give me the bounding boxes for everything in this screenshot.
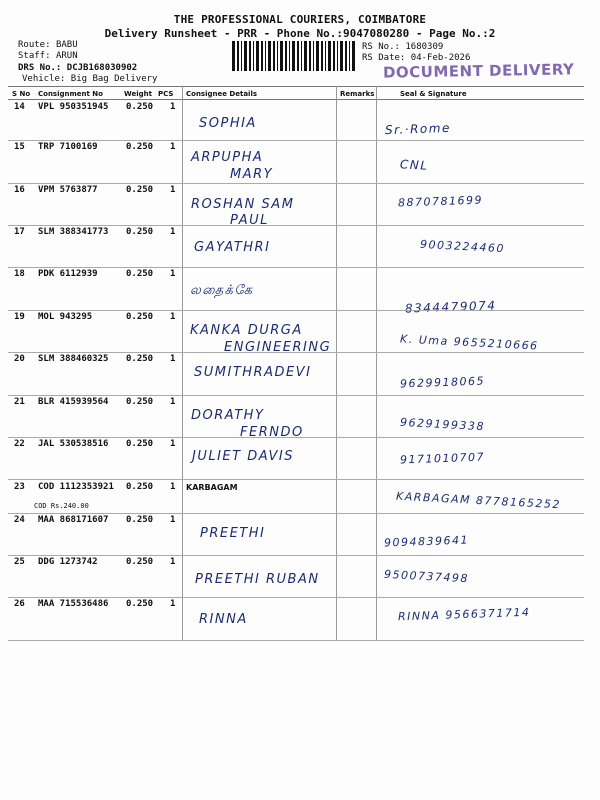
barcode-bar [321,41,323,71]
row-consignee-handwritten: PREETHI RUBAN [195,572,320,587]
row-cod-amount: COD Rs.240.00 [34,502,89,510]
barcode-bar [292,41,295,71]
row-signature: 9500737498 [383,567,470,586]
col-remarks: Remarks [340,90,375,98]
remarks-col-divider [336,86,337,641]
row-weight: 0.250 [126,439,154,449]
row-consignment-no: BLR 415939564 [38,397,109,407]
row-consignment-no: COD 1112353921 [38,482,114,492]
barcode-bar [325,41,326,71]
barcode-bar [280,41,283,71]
row-divider [8,437,584,438]
barcode-bar [313,41,314,71]
staff-value: ARUN [55,51,78,61]
row-divider [8,267,584,268]
barcode-bar [337,41,338,71]
row-pcs: 1 [170,102,176,112]
row-divider [8,352,584,353]
row-divider [8,597,584,598]
vehicle-line [22,74,157,84]
row-pcs: 1 [170,269,176,279]
row-sno: 16 [14,185,25,195]
row-weight: 0.250 [126,599,154,609]
col-sno: S No [12,90,31,98]
row-sno: 17 [14,227,25,237]
row-consignment-no: VPM 5763877 [38,185,98,195]
row-sno: 14 [14,102,25,112]
barcode-bar [289,41,290,71]
row-consignment-no: SLM 388460325 [38,354,109,364]
row-divider [8,225,584,226]
row-weight: 0.250 [126,102,154,112]
row-consignment-no: MAA 715536486 [38,599,109,609]
drs-line [18,63,137,73]
row-consignee-handwritten: PAUL [230,213,269,228]
table-header-border [8,99,584,100]
barcode-bar [241,41,242,71]
row-signature: K. Uma 9655210666 [399,332,539,353]
row-signature: Sr.·Rome [384,120,452,138]
row-consignee-handwritten: லதைக்கே [190,283,254,298]
barcode-bar [328,41,331,71]
row-weight: 0.250 [126,397,154,407]
rs-no-line [362,42,443,52]
row-consignment-no: PDK 6112939 [38,269,98,279]
drs-value: DCJB168030902 [66,63,138,73]
row-pcs: 1 [170,557,176,567]
col-pcs: PCS [158,90,174,98]
row-consignee-handwritten: ARPUPHA [191,150,264,165]
route-value: BABU [55,40,78,50]
row-weight: 0.250 [126,515,154,525]
drs-label: DRS No.: [18,63,62,73]
row-divider [8,479,584,480]
row-pcs: 1 [170,515,176,525]
col-weight: Weight [124,90,152,98]
route-label: Route: [18,40,51,50]
row-consignee-handwritten: DORATHY [191,408,265,423]
row-signature: 9094839641 [383,533,470,550]
row-signature: RINNA 9566371714 [397,605,531,624]
row-consignee-handwritten: PREETHI [200,526,266,541]
row-weight: 0.250 [126,354,154,364]
barcode-bar [253,41,254,71]
runsheet-title: Delivery Runsheet - PRR - Phone No.:9047080280 - Page No.:2 [104,27,496,40]
row-sno: 26 [14,599,25,609]
row-consignment-no: DDG 1273742 [38,557,98,567]
row-divider [8,140,584,141]
row-consignee-handwritten: ENGINEERING [224,340,332,355]
barcode-bar [316,41,319,71]
row-pcs: 1 [170,227,176,237]
row-signature: CNL [399,157,429,173]
row-weight: 0.250 [126,312,154,322]
row-pcs: 1 [170,439,176,449]
barcode-bar [277,41,278,71]
row-consignee-handwritten: ROSHAN SAM [191,197,295,212]
barcode-bar [232,41,235,71]
row-consignment-no: JAL 530538516 [38,439,109,449]
barcode-bar [285,41,287,71]
row-consignee-handwritten: FERNDO [240,425,304,440]
row-sno: 24 [14,515,25,525]
row-weight: 0.250 [126,227,154,237]
row-consignee-handwritten: RINNA [199,612,248,627]
barcode-bar [273,41,275,71]
staff-label: Staff: [18,51,51,61]
row-sno: 19 [14,312,25,322]
row-divider [8,183,584,184]
barcode-bar [256,41,259,71]
row-consignment-no: SLM 388341773 [38,227,109,237]
route-line [18,40,78,50]
row-sno: 23 [14,482,25,492]
table-top-border [8,86,584,87]
row-signature: 9629918065 [399,374,486,391]
row-pcs: 1 [170,482,176,492]
barcode [232,41,357,71]
consignee-col-divider [182,86,183,641]
row-consignee-handwritten: MARY [230,167,274,182]
row-weight: 0.250 [126,142,154,152]
barcode-bar [297,41,299,71]
seal-col-divider [376,86,377,641]
rs-no-value: 1680309 [405,42,444,52]
row-signature: 9003224460 [419,237,506,256]
barcode-bar [268,41,271,71]
row-divider [8,395,584,396]
barcode-bar [301,41,302,71]
rs-date-label: RS Date: [362,53,406,63]
row-sno: 25 [14,557,25,567]
row-weight: 0.250 [126,482,154,492]
row-consignee-handwritten: SOPHIA [199,116,257,131]
rs-date-value: 04-Feb-2026 [410,53,471,63]
vehicle-label: Vehicle: [22,74,66,84]
row-consignee-handwritten: SUMITHRADEVI [194,365,312,380]
row-sno: 15 [14,142,25,152]
barcode-bar [244,41,247,71]
row-consignment-no: MOL 943295 [38,312,93,322]
row-consignment-no: MAA 868171607 [38,515,109,525]
staff-line [18,51,78,61]
barcode-bar [340,41,343,71]
col-seal: Seal & Signature [400,90,467,98]
row-consignee-handwritten: KANKA DURGA [190,323,303,338]
barcode-bar [249,41,251,71]
row-signature: 8870781699 [397,193,484,210]
row-pcs: 1 [170,354,176,364]
row-weight: 0.250 [126,185,154,195]
row-signature: 9629199338 [399,415,486,434]
row-pcs: 1 [170,397,176,407]
rs-no-label: RS No.: [362,42,400,52]
row-sno: 21 [14,397,25,407]
document-delivery-stamp: DOCUMENT DELIVERY [382,60,575,82]
row-pcs: 1 [170,142,176,152]
row-signature: KARBAGAM 8778165252 [395,489,562,512]
barcode-bar [345,41,347,71]
row-consignment-no: VPL 950351945 [38,102,109,112]
barcode-bar [352,41,355,71]
row-pcs: 1 [170,312,176,322]
barcode-bar [237,41,239,71]
row-weight: 0.250 [126,557,154,567]
company-title: THE PROFESSIONAL COURIERS, COIMBATORE [173,13,427,26]
row-consignment-no: TRP 7100169 [38,142,98,152]
row-sno: 18 [14,269,25,279]
row-pcs: 1 [170,599,176,609]
row-sno: 22 [14,439,25,449]
row-signature: 9171010707 [399,450,486,467]
row-sno: 20 [14,354,25,364]
row-divider [8,640,584,641]
barcode-bar [265,41,266,71]
row-consignee-printed: KARBAGAM [186,483,238,492]
row-divider [8,513,584,514]
row-pcs: 1 [170,185,176,195]
barcode-bar [333,41,335,71]
vehicle-value: Big Bag Delivery [70,74,158,84]
row-consignee-handwritten: GAYATHRI [194,240,271,255]
row-weight: 0.250 [126,269,154,279]
barcode-bar [349,41,350,71]
col-consignee: Consignee Details [186,90,258,98]
row-divider [8,555,584,556]
col-consignment: Consignment No [38,90,103,98]
row-consignee-handwritten: JULIET DAVIS [192,449,294,464]
row-signature: 8344479074 [404,298,497,316]
barcode-bar [309,41,311,71]
barcode-bar [304,41,307,71]
row-divider [8,310,584,311]
barcode-bar [261,41,263,71]
